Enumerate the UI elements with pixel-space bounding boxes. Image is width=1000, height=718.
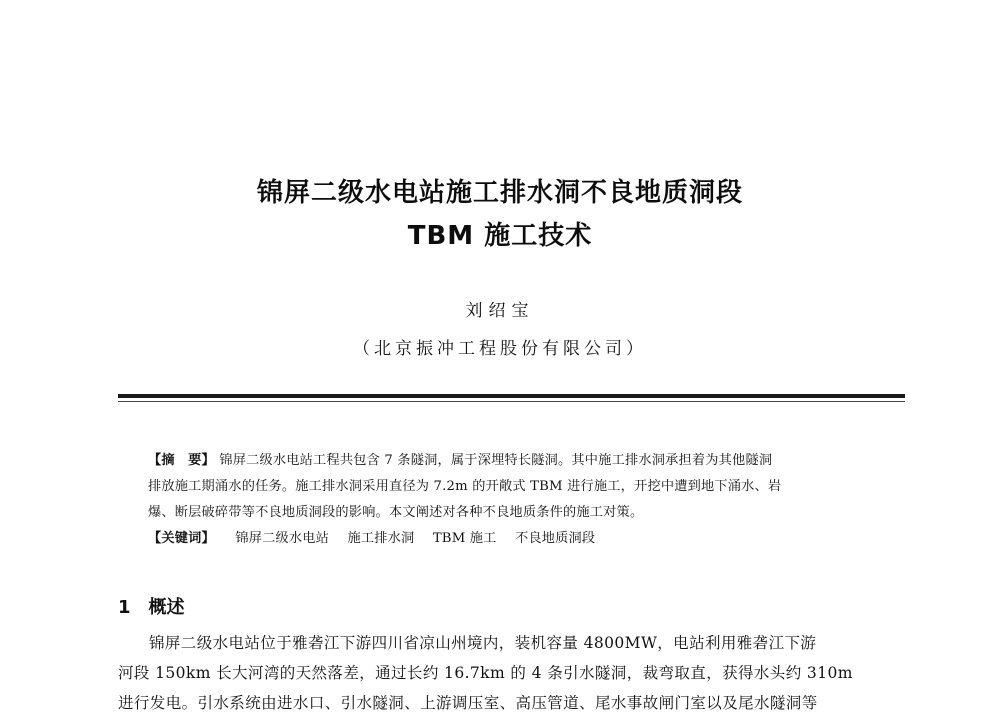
section-heading bbox=[118, 593, 185, 619]
keyword: 锦屏二级水电站 bbox=[235, 531, 330, 546]
keyword: 不良地质洞段 bbox=[514, 531, 596, 546]
header-rule-thick bbox=[118, 394, 905, 398]
abstract-label: 【摘 要】 bbox=[148, 453, 215, 468]
keyword: 施工排水洞 bbox=[347, 531, 415, 546]
keywords-label: 【关键词】 bbox=[148, 531, 215, 546]
body-line: 进行发电。引水系统由进水口、引水隧洞、上游调压室、高压管道、尾水事故闸门室以及尾水隧洞等 bbox=[118, 694, 818, 712]
keywords-line bbox=[148, 526, 868, 552]
paper-title-line-1: 锦屏二级水电站施工排水洞不良地质洞段 bbox=[256, 178, 743, 208]
body-line: 锦屏二级水电站位于雅砻江下游四川省凉山州境内，装机容量 4800MW，电站利用雅砻江下游 bbox=[149, 634, 817, 652]
abstract-line: 排放施工期涌水的任务。施工排水洞采用直径为 7.2m 的开敞式 TBM 进行施工，开挖中遭到地下涌水、岩 bbox=[148, 479, 782, 494]
section-number: 1 bbox=[118, 597, 131, 618]
author-affiliation: （北京振冲工程股份有限公司） bbox=[353, 339, 647, 359]
keyword: TBM 施工 bbox=[432, 531, 497, 546]
paper-title-line-2: TBM 施工技术 bbox=[407, 221, 593, 251]
abstract-line bbox=[148, 448, 868, 474]
author-name: 刘绍宝 bbox=[465, 301, 535, 321]
abstract-text: 锦屏二级水电站工程共包含 7 条隧洞，属于深埋特长隧洞。其中施工排水洞承担着为其他隧洞 bbox=[219, 453, 773, 468]
body-line: 河段 150km 长大河湾的天然落差，通过长约 16.7km 的 4 条引水隧洞，裁弯取直，获得水头约 310m bbox=[118, 664, 853, 682]
abstract-block bbox=[148, 448, 868, 552]
header-rule-thin bbox=[118, 401, 905, 402]
section-title: 概述 bbox=[148, 597, 185, 618]
section-body bbox=[118, 628, 908, 718]
abstract-line: 爆、断层破碎带等不良地质洞段的影响。本文阐述对各种不良地质条件的施工对策。 bbox=[148, 505, 644, 520]
